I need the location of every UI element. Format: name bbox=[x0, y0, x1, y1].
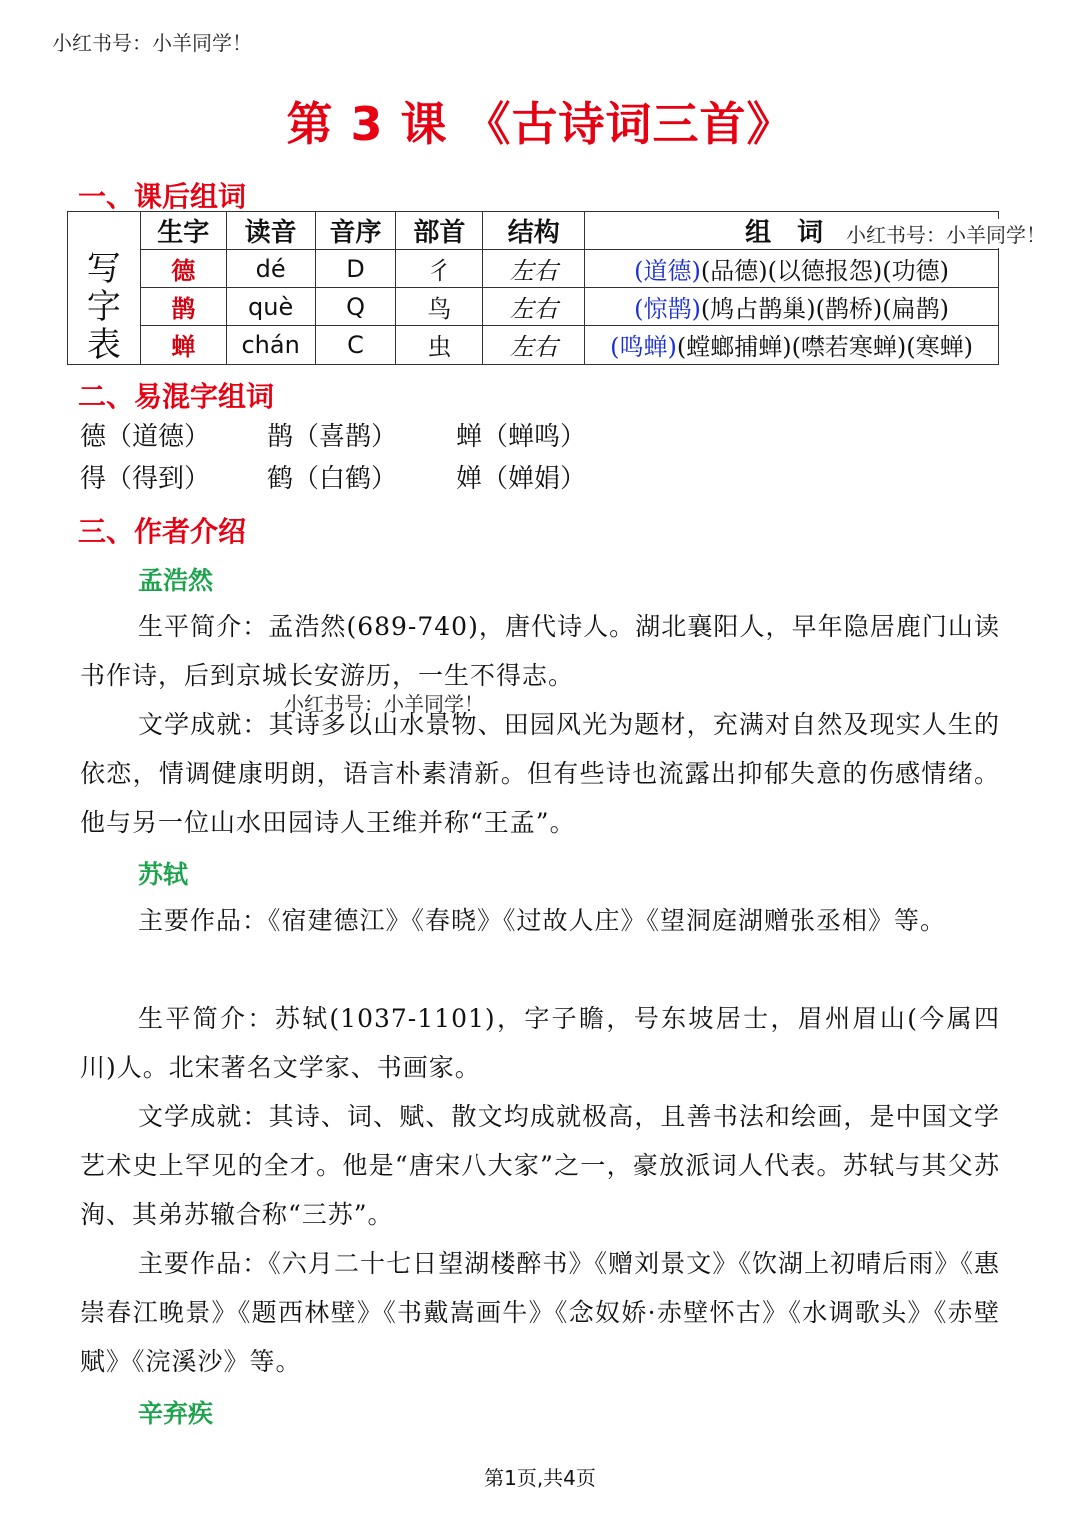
watermark-top: 小红书号：小羊同学！ bbox=[52, 31, 252, 55]
watermark-middle: 小红书号：小羊同学！ bbox=[284, 692, 484, 716]
header-order: 音序 bbox=[315, 212, 396, 250]
header-pinyin: 读音 bbox=[226, 212, 315, 250]
confusable-item: 婵（婵娟） bbox=[456, 464, 587, 494]
row-words: (鸣蝉)(螳螂捕蝉)(噤若寒蝉)(寒蝉) bbox=[585, 326, 999, 364]
confusable-item: 德（道德） bbox=[80, 422, 211, 452]
table-row bbox=[68, 326, 999, 364]
page-footer: 第1页,共4页 bbox=[484, 1466, 596, 1490]
header-radical: 部首 bbox=[396, 212, 483, 250]
paragraph: 生平简介：孟浩然(689-740)，唐代诗人。湖北襄阳人，早年隐居鹿门山读书作诗，后到京城长安游历，一生不得志。 bbox=[80, 612, 1000, 690]
paragraph: 文学成就：其诗、词、赋、散文均成就极高，且善书法和绘画，是中国文学艺术史上罕见的全才。他是“唐宋八大家”之一，豪放派词人代表。苏轼与其父苏洵、其弟苏辙合称“三苏”。 bbox=[80, 1102, 1000, 1229]
header-words: 组 词 bbox=[585, 212, 999, 250]
row-words: (惊鹊)(鸠占鹊巢)(鹊桥)(扁鹊) bbox=[585, 288, 999, 326]
row-radical: 虫 bbox=[396, 326, 483, 364]
paragraph: 主要作品：《宿建德江》《春晓》《过故人庄》《望洞庭湖赠张丞相》等。 bbox=[138, 906, 947, 935]
confusable-item: 鹊（喜鹊） bbox=[267, 422, 398, 452]
section-3-heading: 三、作者介绍 bbox=[78, 515, 247, 548]
row-radical: 彳 bbox=[396, 250, 483, 288]
author-name: 孟浩然 bbox=[138, 566, 214, 595]
row-order: Q bbox=[315, 288, 396, 326]
paragraph: 文学成就：其诗多以山水景物、田园风光为题材，充满对自然及现实人生的依恋，情调健康明朗，语言朴素清新。但有些诗也流露出抑郁失意的伤感情绪。他与另一位山水田园诗人王维并称“王孟”。 bbox=[80, 710, 1000, 837]
row-char: 德 bbox=[140, 250, 226, 288]
row-pinyin: què bbox=[226, 288, 315, 326]
watermark-table: 小红书号：小羊同学！ bbox=[846, 219, 1046, 248]
section-1-heading: 一、课后组词 bbox=[78, 180, 247, 213]
page-title: 第 3 课 《古诗词三首》 bbox=[286, 97, 794, 151]
header-structure: 结构 bbox=[483, 212, 585, 250]
confusable-item: 蝉（蝉鸣） bbox=[456, 422, 587, 452]
header-char: 生字 bbox=[140, 212, 226, 250]
table-row bbox=[68, 250, 999, 288]
table-row bbox=[68, 288, 999, 326]
row-order: D bbox=[315, 250, 396, 288]
row-order: C bbox=[315, 326, 396, 364]
side-label: 写 字 表 bbox=[68, 250, 141, 365]
author-name: 辛弃疾 bbox=[138, 1399, 214, 1428]
confusable-item: 鹤（白鹤） bbox=[267, 464, 398, 494]
row-pinyin: dé bbox=[226, 250, 315, 288]
section-2-heading: 二、易混字组词 bbox=[78, 380, 275, 413]
paragraph: 主要作品：《六月二十七日望湖楼醉书》《赠刘景文》《饮湖上初晴后雨》《惠崇春江晚景》《题西林壁》《书戴嵩画牛》《念奴娇·赤壁怀古》《水调歌头》《赤壁赋》《浣溪沙》等。 bbox=[80, 1249, 1000, 1376]
row-radical: 鸟 bbox=[396, 288, 483, 326]
author-name: 苏轼 bbox=[138, 860, 189, 889]
row-pinyin: chán bbox=[226, 326, 315, 364]
confusable-item: 得（得到） bbox=[80, 464, 211, 494]
row-words: (道德)(品德)(以德报怨)(功德) bbox=[585, 250, 999, 288]
row-char: 鹊 bbox=[140, 288, 226, 326]
row-structure: 左右 bbox=[483, 326, 585, 364]
row-structure: 左右 bbox=[483, 250, 585, 288]
paragraph: 生平简介：苏轼(1037-1101)，字子瞻，号东坡居士，眉州眉山(今属四川)人。北宋著名文学家、书画家。 bbox=[80, 1004, 1000, 1082]
row-char: 蝉 bbox=[140, 326, 226, 364]
row-structure: 左右 bbox=[483, 288, 585, 326]
